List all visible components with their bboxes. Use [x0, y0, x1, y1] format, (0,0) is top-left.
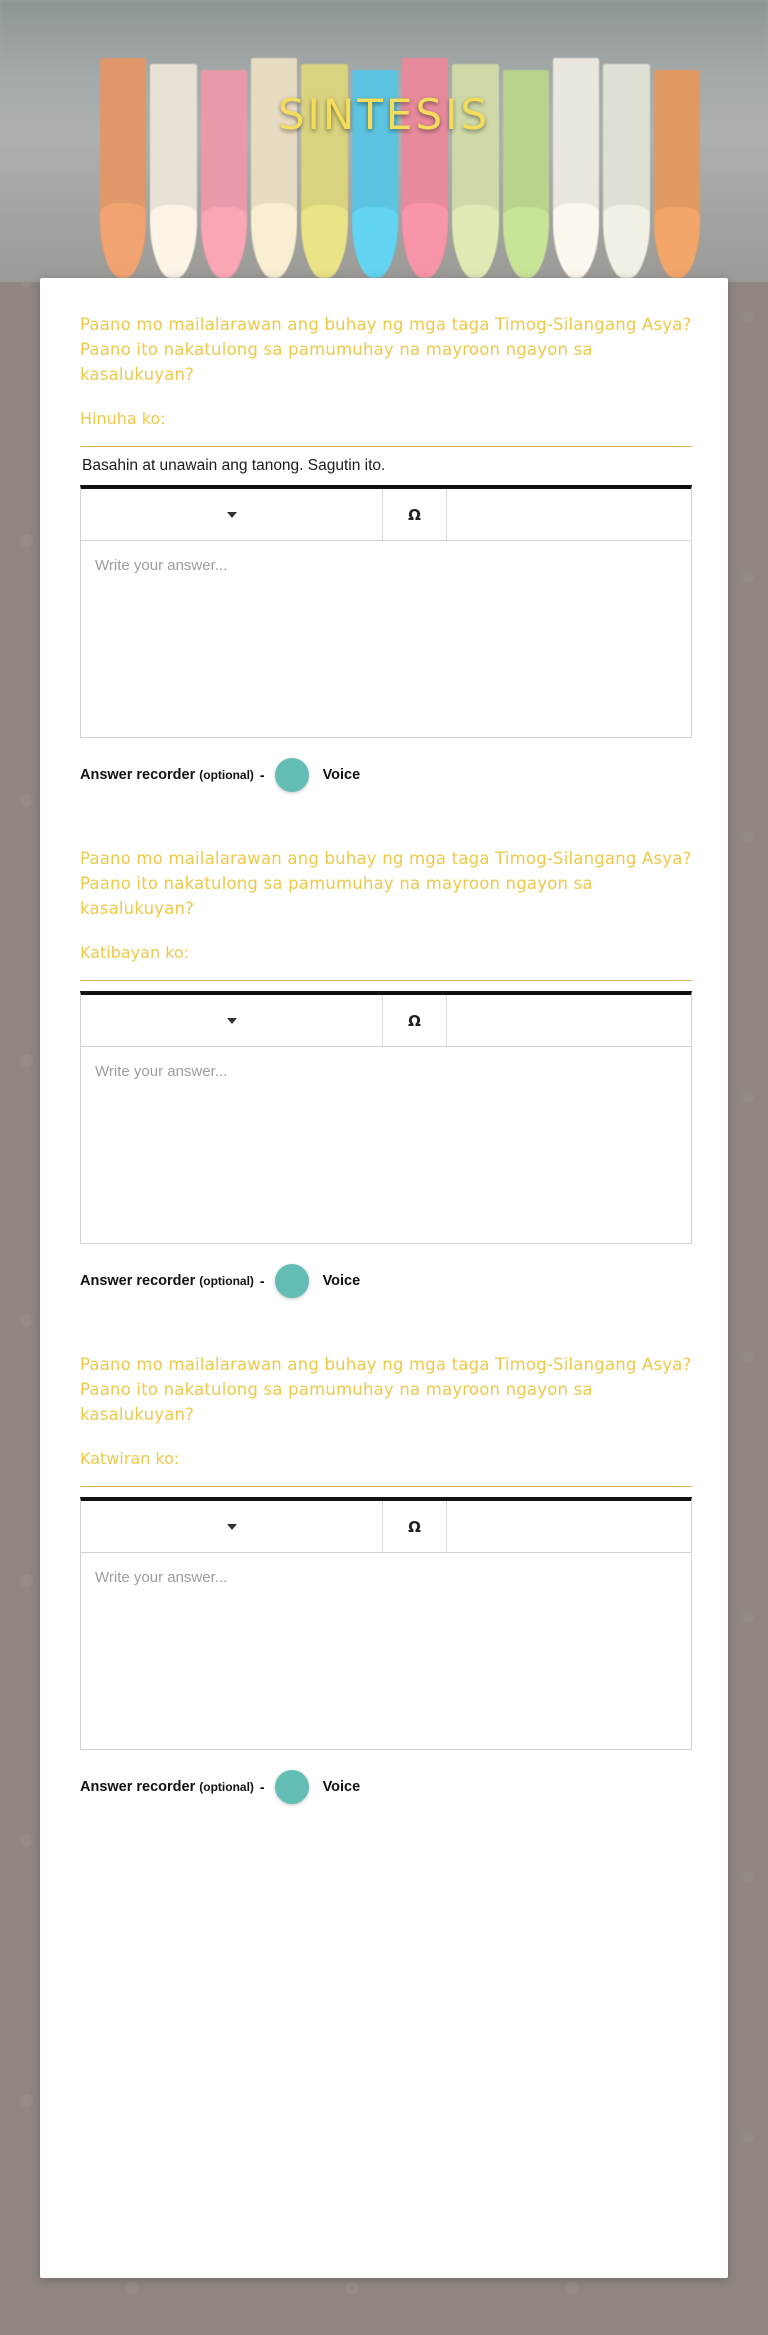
question-sublabel: Katibayan ko:: [80, 943, 190, 962]
question-prompt: Paano mo mailalarawan ang buhay ng mga taga Timog-Silangang Asya? Paano ito nakatulong sa pamumuhay na mayroon ngayon sa kasalukuyan?: [80, 1355, 692, 1424]
answer-input[interactable]: Write your answer...: [95, 557, 228, 574]
recorder-dash: -: [259, 1273, 265, 1289]
rich-text-editor[interactable]: [80, 1497, 692, 1750]
answer-recorder-row: [80, 758, 700, 792]
chevron-down-icon: [227, 512, 237, 518]
recorder-label: Answer recorder: [80, 767, 196, 783]
divider: [80, 980, 692, 981]
rich-text-editor[interactable]: [80, 485, 692, 738]
divider: [80, 446, 692, 447]
recorder-voice-label: Voice: [322, 1779, 361, 1795]
recorder-dash: -: [259, 1779, 265, 1795]
answer-input[interactable]: Write your answer...: [95, 1063, 228, 1080]
answer-recorder-row: [80, 1770, 700, 1804]
divider: [80, 1486, 692, 1487]
record-button[interactable]: [275, 1264, 309, 1298]
chevron-down-icon: [227, 1018, 237, 1024]
toolbar-empty-area: [447, 995, 691, 1046]
style-dropdown[interactable]: [81, 995, 383, 1046]
editor-toolbar: [81, 995, 691, 1047]
chevron-down-icon: [227, 1524, 237, 1530]
editor-toolbar: [81, 489, 691, 541]
recorder-label: Answer recorder: [80, 1273, 196, 1289]
question-block: [80, 312, 700, 792]
question-instruction: Basahin at unawain ang tanong. Sagutin ito.: [82, 457, 386, 474]
record-button[interactable]: [275, 1770, 309, 1804]
special-character-button[interactable]: Ω: [383, 489, 447, 540]
recorder-optional: (optional): [199, 1274, 254, 1288]
header-banner: [0, 0, 768, 282]
recorder-optional: (optional): [199, 768, 254, 782]
recorder-label: Answer recorder: [80, 1779, 196, 1795]
rich-text-editor[interactable]: [80, 991, 692, 1244]
question-prompt: Paano mo mailalarawan ang buhay ng mga taga Timog-Silangang Asya? Paano ito nakatulong sa pamumuhay na mayroon ngayon sa kasalukuyan?: [80, 315, 692, 384]
style-dropdown[interactable]: [81, 489, 383, 540]
question-sublabel: Hinuha ko:: [80, 409, 166, 428]
special-character-button[interactable]: Ω: [383, 1501, 447, 1552]
style-dropdown[interactable]: [81, 1501, 383, 1552]
question-block: [80, 846, 700, 1298]
record-button[interactable]: [275, 758, 309, 792]
recorder-voice-label: Voice: [322, 767, 361, 783]
recorder-dash: -: [259, 767, 265, 783]
question-sublabel: Katwiran ko:: [80, 1449, 180, 1468]
page-title: SINTESIS: [277, 90, 491, 139]
answer-input[interactable]: Write your answer...: [95, 1569, 228, 1586]
question-prompt: Paano mo mailalarawan ang buhay ng mga taga Timog-Silangang Asya? Paano ito nakatulong sa pamumuhay na mayroon ngayon sa kasalukuyan?: [80, 849, 692, 918]
toolbar-empty-area: [447, 489, 691, 540]
answer-recorder-row: [80, 1264, 700, 1298]
toolbar-empty-area: [447, 1501, 691, 1552]
question-block: [80, 1352, 700, 1804]
special-character-button[interactable]: Ω: [383, 995, 447, 1046]
worksheet-card: [40, 278, 728, 2278]
editor-toolbar: [81, 1501, 691, 1553]
recorder-optional: (optional): [199, 1780, 254, 1794]
recorder-voice-label: Voice: [322, 1273, 361, 1289]
